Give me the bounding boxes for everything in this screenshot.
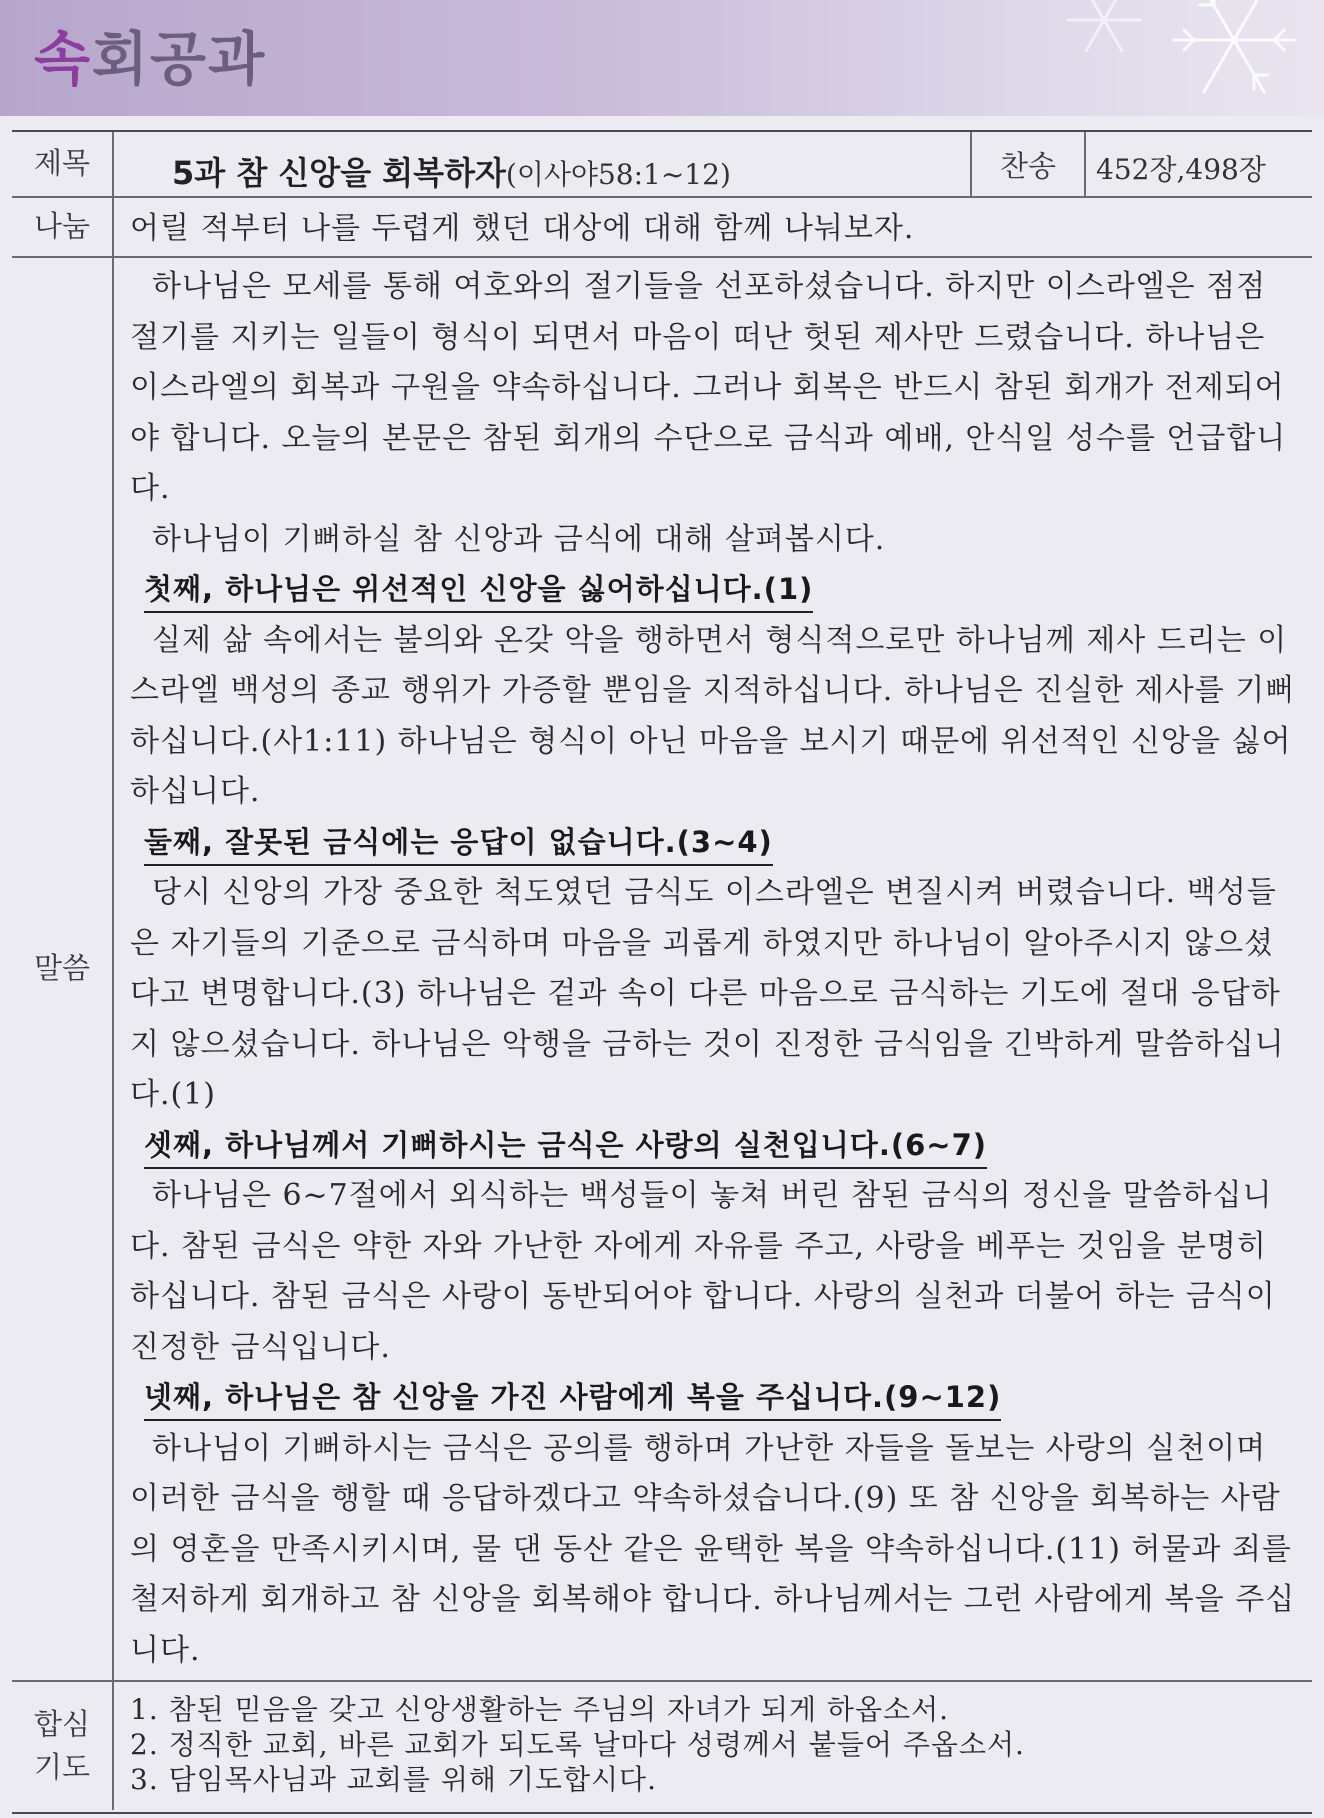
- page-title: [34, 12, 266, 96]
- section-body: 당시 신앙의 가장 중요한 척도였던 금식도 이스라엘은 변질시켜 버렸습니다. 백성들은 자기들의 기준으로 금식하며 마음을 괴롭게 하였지만 하나님이 알아주시지 않으셨다고 변명합니다.(3) 하나님은 겉과 속이 다른 마음으로 금식하는 기도에 절대 응답하지 않으셨습니다. 하나님은 악행을 금하는 것이 진정한 금식임을 긴박하게 말씀하십니다.(1): [130, 875, 1285, 1112]
- section-heading: 첫째, 하나님은 위선적인 신앙을 싫어하십니다.(1): [144, 567, 813, 613]
- title-accent: 속: [34, 25, 93, 93]
- sharing-label: 나눔: [12, 198, 114, 256]
- snowflake-icon: [904, 0, 1324, 116]
- prayer-row: [12, 1682, 1312, 1810]
- prayer-label-line: 합심: [33, 1706, 91, 1741]
- prayer-label: [12, 1682, 114, 1810]
- hymn-value: 452장,498장: [1096, 153, 1266, 186]
- prayer-item: 2. 정직한 교회, 바른 교회가 되도록 날마다 성령께서 붙들어 주옵소서.: [130, 1728, 1025, 1761]
- title-rest: 회공과: [92, 25, 267, 93]
- word-label: 말씀: [12, 258, 114, 1680]
- prayer-label-line: 기도: [33, 1750, 91, 1784]
- prayer-item: 3. 담임목사님과 교회를 위해 기도합시다.: [130, 1763, 657, 1796]
- word-row: [12, 258, 1312, 1682]
- sharing-text: 어릴 적부터 나를 두렵게 했던 대상에 대해 함께 나눠보자.: [130, 211, 915, 246]
- section-heading: 넷째, 하나님은 참 신앙을 가진 사람에게 복을 주십니다.(9~12): [144, 1375, 1001, 1421]
- title-row: [12, 132, 1312, 198]
- section-heading: 셋째, 하나님께서 기뻐하시는 금식은 사랑의 실천입니다.(6~7): [144, 1123, 987, 1169]
- word-content: [130, 262, 1298, 1676]
- lesson-title: [172, 148, 731, 194]
- section-heading: 둘째, 잘못된 금식에는 응답이 없습니다.(3~4): [144, 820, 773, 866]
- prayer-list: [130, 1692, 1298, 1797]
- header-banner: [0, 0, 1324, 116]
- sharing-row: [12, 198, 1312, 258]
- lesson-table: [12, 130, 1312, 1814]
- section-body: 하나님은 6~7절에서 외식하는 백성들이 놓쳐 버린 참된 금식의 정신을 말씀하십니다. 참된 금식은 약한 자와 가난한 자에게 자유를 주고, 사랑을 베푸는 것임을 분명히 하십니다. 참된 금식은 사랑이 동반되어야 합니다. 사랑의 실천과 더불어 하는 금식이 진정한 금식입니다.: [130, 1178, 1276, 1365]
- hymn-label: 찬송: [970, 132, 1086, 196]
- intro-paragraph: 하나님이 기뻐하실 참 신앙과 금식에 대해 살펴봅시다.: [152, 521, 886, 557]
- lesson-title-main: 5과 참 신앙을 회복하자: [172, 154, 506, 192]
- section-body: 실제 삶 속에서는 불의와 온갖 악을 행하면서 형식적으로만 하나님께 제사 드리는 이스라엘 백성의 종교 행위가 가증할 뿐임을 지적하십니다. 하나님은 진실한 제사를 기뻐하십니다.(사1:11) 하나님은 형식이 아닌 마음을 보시기 때문에 위선적인 신앙을 싫어하십니다.: [130, 622, 1296, 809]
- scripture-reference: (이사야58:1~12): [505, 158, 731, 191]
- title-label: 제목: [12, 132, 114, 196]
- section-body: 하나님이 기뻐하시는 금식은 공의를 행하며 가난한 자들을 돌보는 사랑의 실천이며 이러한 금식을 행할 때 응답하겠다고 약속하셨습니다.(9) 또 참 신앙을 회복하는 사람의 영혼을 만족시키시며, 물 댄 동산 같은 윤택한 복을 약속하십니다.(11) 허물과 죄를 철저하게 회개하고 참 신앙을 회복해야 합니다. 하나님께서는 그런 사람에게 복을 주십니다.: [130, 1430, 1296, 1668]
- prayer-item: 1. 참된 믿음을 갖고 신앙생활하는 주님의 자녀가 되게 하옵소서.: [130, 1693, 950, 1726]
- intro-paragraph: 하나님은 모세를 통해 여호와의 절기들을 선포하셨습니다. 하지만 이스라엘은 점점 절기를 지키는 일들이 형식이 되면서 마음이 떠난 헛된 제사만 드렸습니다. 하나님은 이스라엘의 회복과 구원을 약속하십니다. 그러나 회복은 반드시 참된 회개가 전제되어야 합니다. 오늘의 본문은 참된 회개의 수단으로 금식과 예배, 안식일 성수를 언급합니다.: [130, 269, 1287, 506]
